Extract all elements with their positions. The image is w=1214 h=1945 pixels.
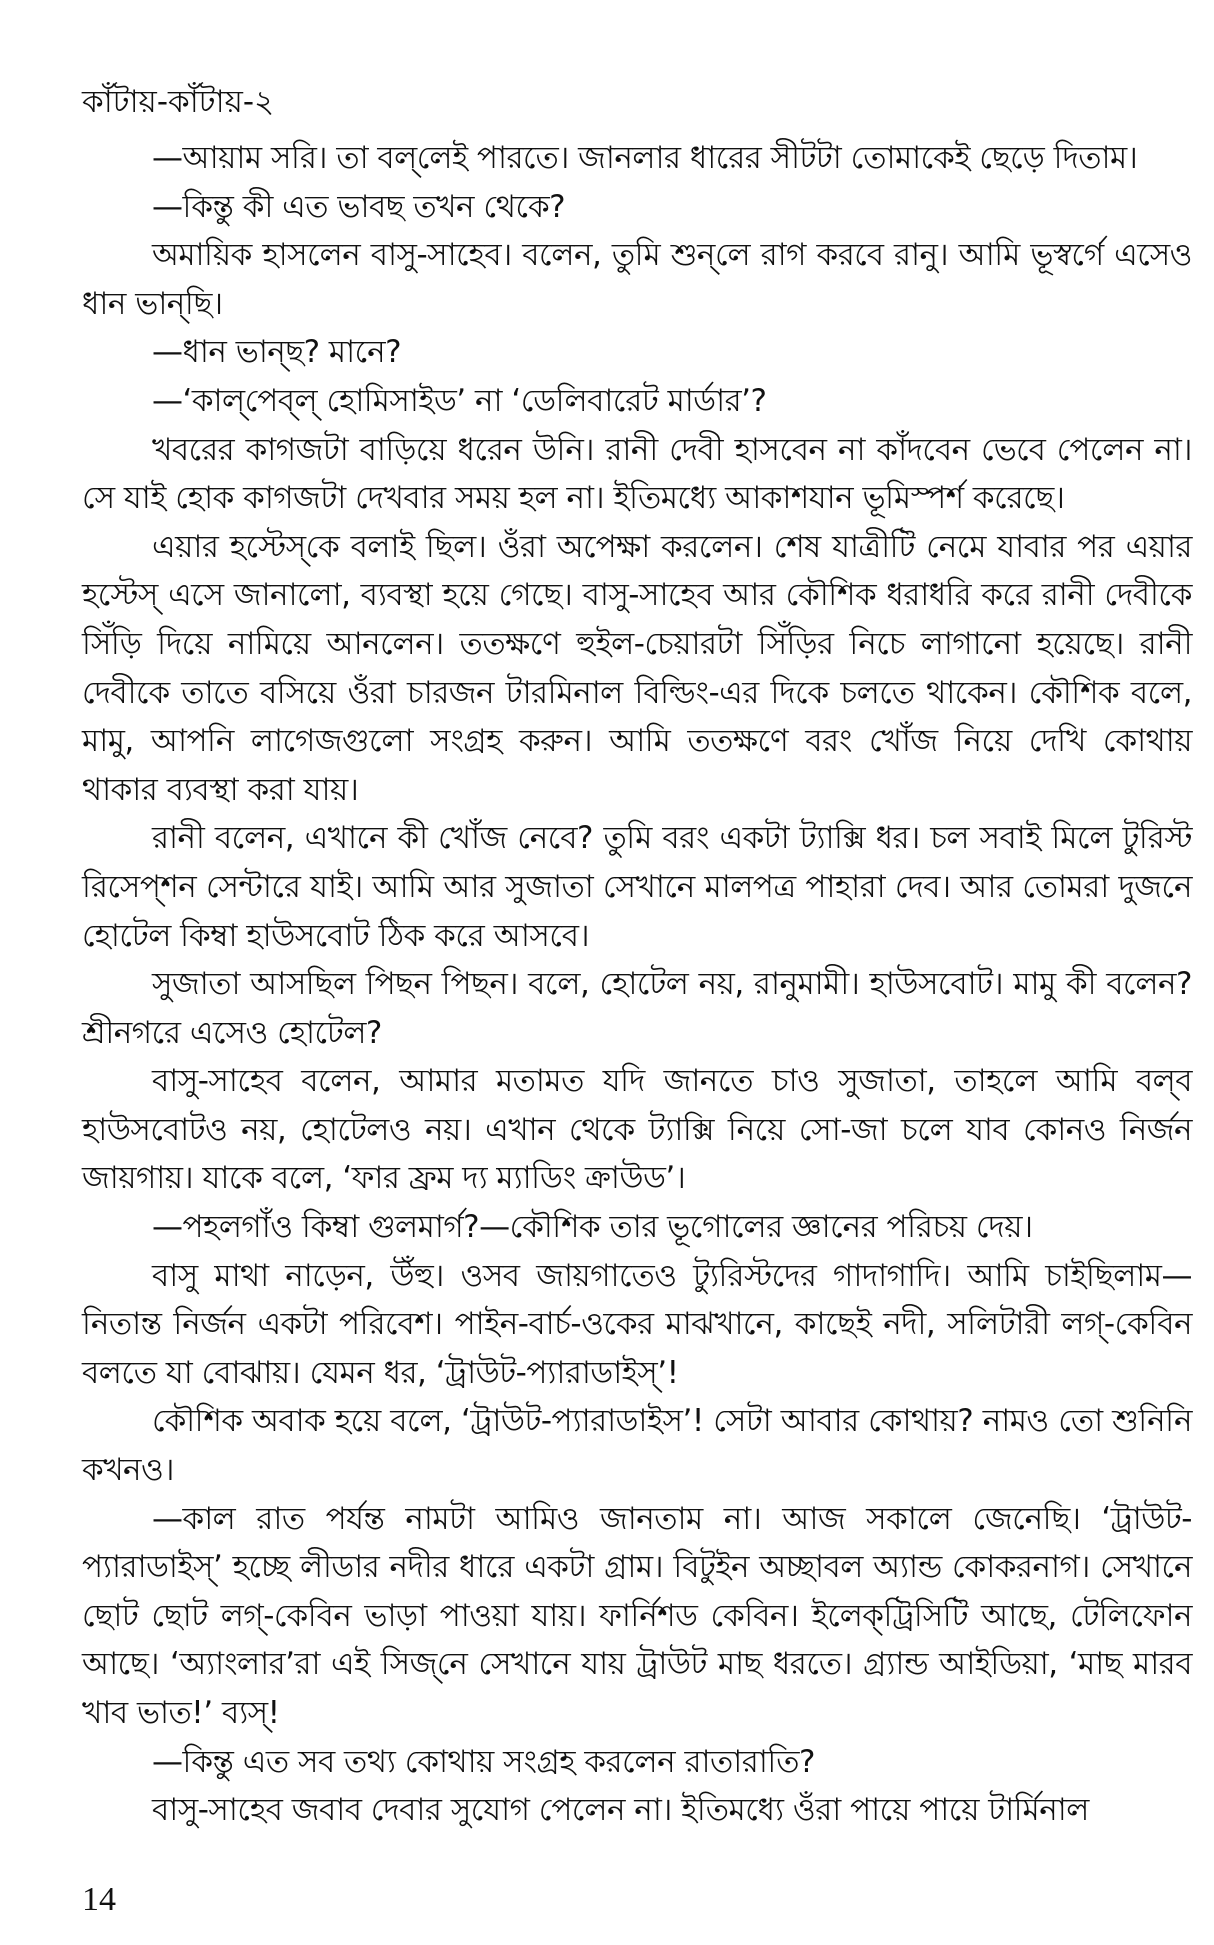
paragraph: —আয়াম সরি। তা বল্‌লেই পারতে। জানলার ধারের সীটটা তোমাকেই ছেড়ে দিতাম। [152, 140, 1138, 176]
paragraph: —কিন্তু কী এত ভাবছ তখন থেকে? [152, 188, 566, 225]
paragraph: —ধান ভান্‌ছ? মানে? [152, 334, 402, 371]
paragraph: বাসু-সাহেব জবাব দেবার সুযোগ পেলেন না। ইতিমধ্যে ওঁরা পায়ে পায়ে টার্মিনাল [152, 1792, 1089, 1829]
paragraph: —কিন্তু এত সব তথ্য কোথায় সংগ্রহ করলেন রাতারাতি? [152, 1743, 815, 1780]
paragraph: অমায়িক হাসলেন বাসু-সাহেব। বলেন, তুমি শুন্‌লে রাগ করবে রানু। আমি ভূস্বর্গে এসেও ধান ভান্‌ছি। [82, 237, 1192, 322]
paragraph: —পহলগাঁও কিম্বা গুলমার্গ?—কৌশিক তার ভূগোলের জ্ঞানের পরিচয় দেয়। [152, 1209, 1033, 1246]
paragraph: বাসু মাথা নাড়েন, উঁহু। ওসব জায়গাতেও ট্যুরিস্টদের গাদাগাদি। আমি চাইছিলাম—নিতান্ত নির্জন একটা পরিবেশ। পাইন-বার্চ-ওকের মাঝখানে, কাছেই নদী, সলিটারী লগ্‌-কেবিন বলতে যা বোঝায়। যেমন ধর, ‘ট্রাউট-প্যারাডাইস্‌’! [82, 1257, 1192, 1391]
page-number: 14 [82, 1881, 116, 1918]
running-head: কাঁটায়-কাঁটায়-২ [82, 84, 275, 120]
paragraph: রানী বলেন, এখানে কী খোঁজ নেবে? তুমি বরং একটা ট্যাক্সি ধর। চল সবাই মিলে টুরিস্ট রিসেপ্‌শন সেন্টারে যাই। আমি আর সুজাতা সেখানে মালপত্র পাহারা দেব। আর তোমরা দুজনে হোটেল কিম্বা হাউসবোট ঠিক করে আসবে। [82, 820, 1192, 954]
book-page [82, 78, 1192, 1835]
paragraph: এয়ার হস্টেস্‌কে বলাই ছিল। ওঁরা অপেক্ষা করলেন। শেষ যাত্রীটি নেমে যাবার পর এয়ার হস্টেস্‌ এসে জানালো, ব্যবস্থা হয়ে গেছে। বাসু-সাহেব আর কৌশিক ধরাধরি করে রানী দেবীকে সিঁড়ি দিয়ে নামিয়ে আনলেন। ততক্ষণে হুইল-চেয়ারটা সিঁড়ির নিচে লাগানো হয়েছে। রানী দেবীকে তাতে বসিয়ে ওঁরা চারজন টারমিনাল বিল্ডিং-এর দিকে চলতে থাকেন। কৌশিক বলে, মামু, আপনি লাগেজগুলো সংগ্রহ করুন। আমি ততক্ষণে বরং খোঁজ নিয়ে দেখি কোথায় থাকার ব্যবস্থা করা যায়। [82, 528, 1192, 808]
paragraph: —কাল রাত পর্যন্ত নামটা আমিও জানতাম না। আজ সকালে জেনেছি। ‘ট্রাউট-প্যারাডাইস্‌’ হচ্ছে লীডার নদীর ধারে একটা গ্রাম। বিটুইন অচ্ছাবল অ্যান্ড কোকরনাগ। সেখানে ছোট ছোট লগ্‌-কেবিন ভাড়া পাওয়া যায়। ফার্নিশড কেবিন। ইলেক্‌ট্রিসিটি আছে, টেলিফোন আছে। ‘অ্যাংলার’রা এই সিজ্‌নে সেখানে যায় ট্রাউট মাছ ধরতে। গ্র্যান্ড আইডিয়া, ‘মাছ মারব খাব ভাত!’ ব্যস্‌! [82, 1500, 1192, 1731]
paragraph: বাসু-সাহেব বলেন, আমার মতামত যদি জানতে চাও সুজাতা, তাহলে আমি বল্‌ব হাউসবোটও নয়, হোটেলও নয়। এখান থেকে ট্যাক্সি নিয়ে সো-জা চলে যাব কোনও নির্জন জায়গায়। যাকে বলে, ‘ফার ফ্রম দ্য ম্যাডিং ক্রাউড’। [82, 1063, 1192, 1197]
paragraph: —‘কাল্‌পেব্‌ল্‌ হোমিসাইড’ না ‘ডেলিবারেট মার্ডার’? [152, 382, 767, 419]
paragraph: খবরের কাগজটা বাড়িয়ে ধরেন উনি। রানী দেবী হাসবেন না কাঁদবেন ভেবে পেলেন না। সে যাই হোক কাগজটা দেখবার সময় হল না। ইতিমধ্যে আকাশযান ভূমিস্পর্শ করেছে। [82, 431, 1192, 517]
paragraph: সুজাতা আসছিল পিছন পিছন। বলে, হোটেল নয়, রানুমামী। হাউসবোট। মামু কী বলেন? শ্রীনগরে এসেও হোটেল? [82, 966, 1192, 1051]
paragraph: কৌশিক অবাক হয়ে বলে, ‘ট্রাউট-প্যারাডাইস’! সেটা আবার কোথায়? নামও তো শুনিনি কখনও। [82, 1403, 1192, 1489]
